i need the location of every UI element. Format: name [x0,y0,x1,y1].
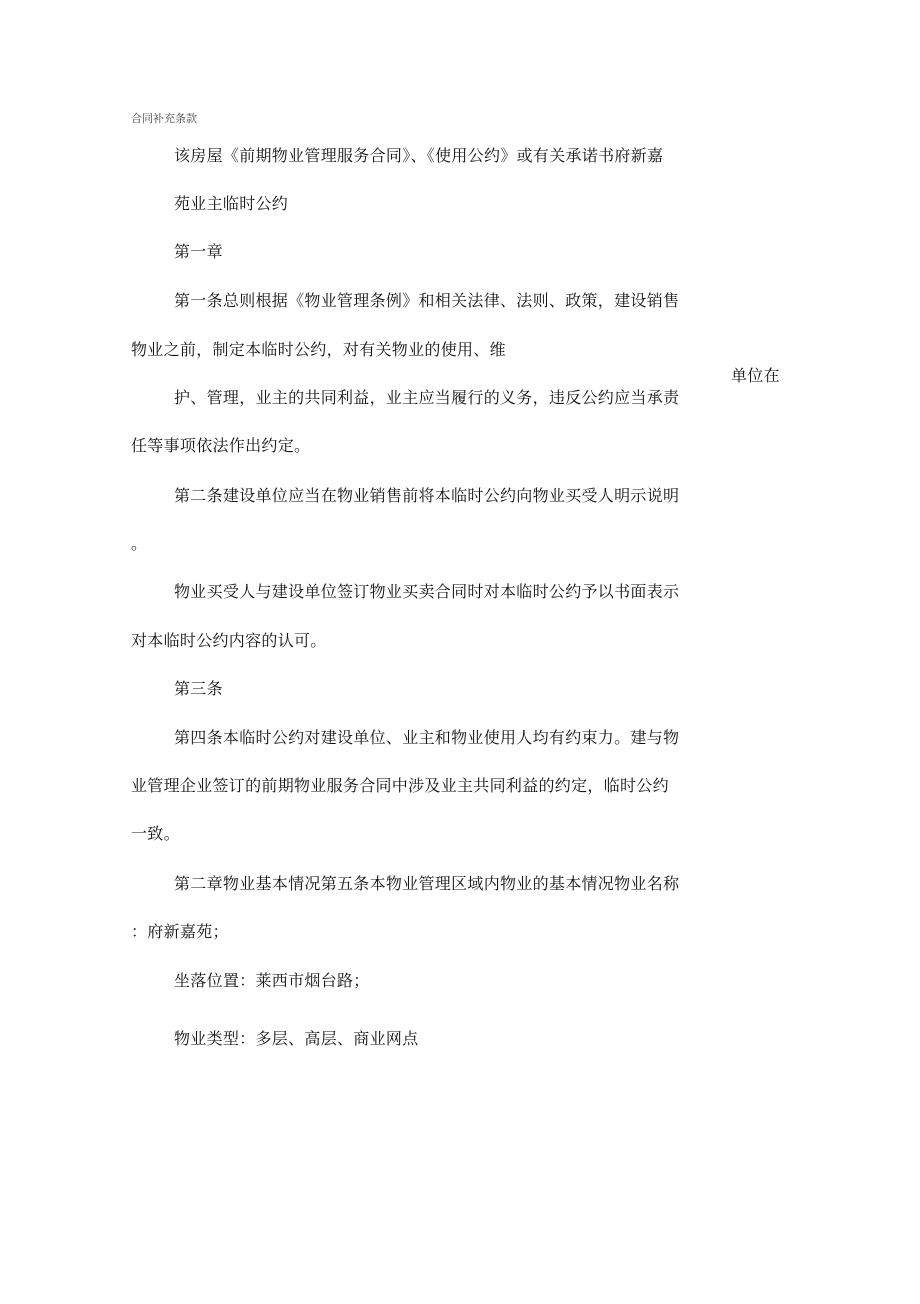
paragraph-line: 物业之前，制定本临时公约，对有关物业的使用、维 [131,340,506,359]
paragraph-line: 第一条总则根据《物业管理条例》和相关法律、法则、政策，建设销售 [174,291,680,310]
side-note: 单位在 [731,366,780,385]
article-heading: 第三条 [174,679,223,698]
paragraph-line: 对本临时公约内容的认可。 [131,631,327,650]
paragraph-line: 第二章物业基本情况第五条本物业管理区域内物业的基本情况物业名称 [174,874,680,893]
chapter-heading: 第一章 [174,242,223,261]
paragraph-line: 护、管理，业主的共同利益，业主应当履行的义务，违反公约应当承责 [174,388,680,407]
paragraph-line: 苑业主临时公约 [174,194,289,213]
paragraph-line: 第四条本临时公约对建设单位、业主和物业使用人均有约束力。建与物 [174,728,680,747]
paragraph-line: 业管理企业签订的前期物业服务合同中涉及业主共同利益的约定，临时公约 [131,776,669,795]
paragraph-line: ：府新嘉苑； [131,922,229,941]
paragraph-line: 一致。 [131,824,180,843]
paragraph-line: 。 [131,534,148,553]
paragraph-line: 任等事项依法作出约定。 [131,436,311,455]
paragraph-line: 坐落位置：莱西市烟台路； [174,971,370,990]
paragraph-line: 第二条建设单位应当在物业销售前将本临时公约向物业买受人明示说明 [174,486,680,505]
page-header: 合同补充条款 [131,112,197,125]
paragraph-line: 物业买受人与建设单位签订物业买卖合同时对本临时公约予以书面表示 [174,582,680,601]
paragraph-line: 该房屋《前期物业管理服务合同》、《使用公约》或有关承诺书府新嘉 [174,146,664,165]
paragraph-line: 物业类型：多层、高层、商业网点 [174,1029,419,1048]
